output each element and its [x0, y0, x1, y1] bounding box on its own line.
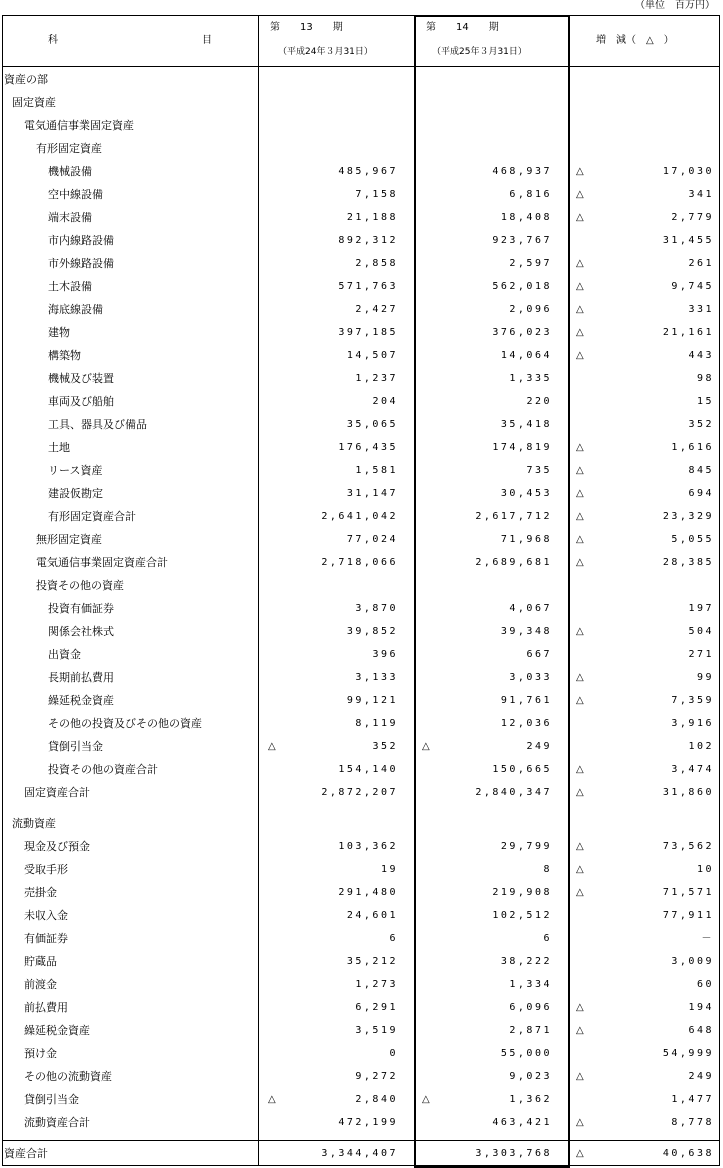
value-period-14: 29,799: [500, 841, 552, 852]
value-difference: 60: [696, 979, 714, 990]
table-row: [2, 575, 720, 598]
value-period-13: 3,870: [355, 603, 398, 614]
value-period-14: 2,689,681: [475, 557, 552, 568]
value-period-13: 176,435: [338, 442, 398, 453]
table-row: [2, 1089, 720, 1112]
value-difference: 23,329: [662, 511, 714, 522]
value-period-13: 99,121: [346, 695, 398, 706]
table-row: [2, 138, 720, 161]
value-period-13: 154,140: [338, 764, 398, 775]
row-label: 固定資産合計: [24, 786, 90, 799]
table-row: [2, 859, 720, 882]
table-row: [2, 230, 720, 253]
value-difference: 504: [688, 626, 714, 637]
total-row-border: [2, 1140, 720, 1141]
value-difference: 40,638: [662, 1148, 714, 1159]
value-period-13: 2,872,207: [321, 787, 398, 798]
value-period-14: 3,303,768: [475, 1148, 552, 1159]
row-label: 流動資産合計: [24, 1116, 90, 1129]
table-row: [2, 997, 720, 1020]
value-period-14: 14,064: [500, 350, 552, 361]
row-label: 預け金: [24, 1047, 57, 1060]
value-difference: 21,161: [662, 327, 714, 338]
row-label: 前払費用: [24, 1001, 68, 1014]
value-period-13: 9,272: [355, 1071, 398, 1082]
value-period-13: 6,291: [355, 1002, 398, 1013]
table-row: [2, 813, 720, 836]
value-period-14: 468,937: [492, 166, 552, 177]
negative-triangle-icon: △: [576, 534, 584, 545]
table-row: [2, 713, 720, 736]
value-difference: 3,916: [671, 718, 714, 729]
value-period-14: 38,222: [500, 956, 552, 967]
row-label: 海底線設備: [48, 303, 103, 316]
value-period-14: 6: [543, 933, 552, 944]
table-row: [2, 1043, 720, 1066]
table-row: [2, 299, 720, 322]
table-row: [2, 782, 720, 805]
table-row: [2, 974, 720, 997]
table-row: [2, 161, 720, 184]
row-label: 空中線設備: [48, 188, 103, 201]
value-difference: 271: [688, 649, 714, 660]
value-period-13: 1,237: [355, 373, 398, 384]
negative-triangle-icon: △: [576, 557, 584, 568]
row-label: 建物: [48, 326, 70, 339]
negative-triangle-icon: △: [576, 212, 584, 223]
row-label: 受取手形: [24, 863, 68, 876]
row-label: 資産合計: [4, 1147, 48, 1160]
negative-triangle-icon: △: [576, 488, 584, 499]
value-period-13: 0: [389, 1048, 398, 1059]
value-period-13: 14,507: [346, 350, 398, 361]
row-label: 貸倒引当金: [48, 740, 103, 753]
value-period-13: 1,581: [355, 465, 398, 476]
table-row: [2, 1112, 720, 1135]
value-difference: 5,055: [671, 534, 714, 545]
row-label: 投資その他の資産: [36, 579, 124, 592]
value-difference: 31,455: [662, 235, 714, 246]
row-label: 長期前払費用: [48, 671, 114, 684]
row-label: 土地: [48, 441, 70, 454]
value-period-14: 18,408: [500, 212, 552, 223]
value-period-14: 463,421: [492, 1117, 552, 1128]
value-period-14: 1,362: [509, 1094, 552, 1105]
header-period-13: 第 13 期: [270, 22, 343, 33]
negative-triangle-icon: △: [422, 1094, 430, 1105]
value-period-13: 2,641,042: [321, 511, 398, 522]
negative-triangle-icon: △: [576, 189, 584, 200]
value-period-14: 71,968: [500, 534, 552, 545]
value-period-14: 6,816: [509, 189, 552, 200]
table-row: [2, 437, 720, 460]
negative-triangle-icon: △: [576, 1002, 584, 1013]
negative-triangle-icon: △: [576, 327, 584, 338]
table-row: [2, 667, 720, 690]
value-difference: 648: [688, 1025, 714, 1036]
negative-triangle-icon: △: [576, 672, 584, 683]
value-period-14: 923,767: [492, 235, 552, 246]
negative-triangle-icon: △: [576, 166, 584, 177]
value-period-13: 3,344,407: [321, 1148, 398, 1159]
row-label: 固定資産: [12, 96, 56, 109]
value-difference: 54,999: [662, 1048, 714, 1059]
negative-triangle-icon: △: [576, 350, 584, 361]
value-period-14: 102,512: [492, 910, 552, 921]
value-period-14: 3,033: [509, 672, 552, 683]
table-row: [2, 322, 720, 345]
value-period-14: 735: [526, 465, 552, 476]
value-period-13: 8,119: [355, 718, 398, 729]
row-label: 市外線路設備: [48, 257, 114, 270]
negative-triangle-icon: △: [576, 626, 584, 637]
value-difference: 261: [688, 258, 714, 269]
row-label: 繰延税金資産: [24, 1024, 90, 1037]
value-period-13: 485,967: [338, 166, 398, 177]
negative-triangle-icon: △: [268, 1094, 276, 1105]
value-period-14: 2,840,347: [475, 787, 552, 798]
value-difference: 1,616: [671, 442, 714, 453]
row-label: 前渡金: [24, 978, 57, 991]
value-period-14: 9,023: [509, 1071, 552, 1082]
value-period-13: 2,718,066: [321, 557, 398, 568]
table-row: [2, 951, 720, 974]
value-period-14: 8: [543, 864, 552, 875]
header-difference: 増 減（ △ ）: [596, 35, 674, 46]
value-period-14: 2,096: [509, 304, 552, 315]
row-label: 有価証券: [24, 932, 68, 945]
value-period-14: 12,036: [500, 718, 552, 729]
table-top-border: [2, 15, 720, 16]
row-label: 貸倒引当金: [24, 1093, 79, 1106]
row-label: 貯蔵品: [24, 955, 57, 968]
value-difference: 28,385: [662, 557, 714, 568]
value-difference: －: [701, 933, 714, 944]
row-label: 車両及び船舶: [48, 395, 114, 408]
value-period-13: 35,212: [346, 956, 398, 967]
table-row: [2, 836, 720, 859]
value-difference: 3,009: [671, 956, 714, 967]
table-row: [2, 460, 720, 483]
value-period-13: 1,273: [355, 979, 398, 990]
value-period-13: 24,601: [346, 910, 398, 921]
table-row: [2, 115, 720, 138]
negative-triangle-icon: △: [576, 442, 584, 453]
row-label: 電気通信事業固定資産: [24, 119, 134, 132]
negative-triangle-icon: △: [576, 258, 584, 269]
value-difference: 341: [688, 189, 714, 200]
row-label: 繰延税金資産: [48, 694, 114, 707]
value-period-14: 249: [526, 741, 552, 752]
value-period-14: 91,761: [500, 695, 552, 706]
row-label: 投資有価証券: [48, 602, 114, 615]
table-row: [2, 414, 720, 437]
negative-triangle-icon: △: [576, 887, 584, 898]
row-label: 土木設備: [48, 280, 92, 293]
negative-triangle-icon: △: [576, 465, 584, 476]
negative-triangle-icon: △: [576, 841, 584, 852]
value-difference: 9,745: [671, 281, 714, 292]
row-label: 有形固定資産: [36, 142, 102, 155]
value-period-13: 397,185: [338, 327, 398, 338]
value-period-14: 150,665: [492, 764, 552, 775]
value-period-13: 39,852: [346, 626, 398, 637]
value-difference: 194: [688, 1002, 714, 1013]
unit-note: （単位 百万円）: [635, 0, 715, 11]
value-period-13: 204: [372, 396, 398, 407]
table-row: [2, 391, 720, 414]
row-label: 未収入金: [24, 909, 68, 922]
value-difference: 17,030: [662, 166, 714, 177]
row-label: 現金及び預金: [24, 840, 90, 853]
value-difference: 1,477: [671, 1094, 714, 1105]
negative-triangle-icon: △: [576, 1071, 584, 1082]
row-label: 市内線路設備: [48, 234, 114, 247]
negative-triangle-icon: △: [268, 741, 276, 752]
table-row: [2, 905, 720, 928]
value-period-14: 667: [526, 649, 552, 660]
negative-triangle-icon: △: [422, 741, 430, 752]
row-label: 投資その他の資産合計: [48, 763, 158, 776]
negative-triangle-icon: △: [576, 864, 584, 875]
table-row: [2, 598, 720, 621]
value-period-14: 219,908: [492, 887, 552, 898]
value-period-13: 352: [372, 741, 398, 752]
value-period-13: 2,840: [355, 1094, 398, 1105]
value-difference: 8,778: [671, 1117, 714, 1128]
table-row: [2, 882, 720, 905]
row-label: 流動資産: [12, 817, 56, 830]
row-label: その他の投資及びその他の資産: [48, 717, 202, 730]
value-period-13: 6: [389, 933, 398, 944]
row-label: 無形固定資産: [36, 533, 102, 546]
value-period-13: 396: [372, 649, 398, 660]
value-period-14: 2,871: [509, 1025, 552, 1036]
table-row: [2, 92, 720, 115]
value-difference: 7,359: [671, 695, 714, 706]
value-period-14: 39,348: [500, 626, 552, 637]
value-difference: 2,779: [671, 212, 714, 223]
value-difference: 249: [688, 1071, 714, 1082]
value-difference: 99: [696, 672, 714, 683]
value-period-14: 2,617,712: [475, 511, 552, 522]
table-row: [2, 644, 720, 667]
table-row: [2, 506, 720, 529]
table-row: [2, 368, 720, 391]
value-difference: 15: [696, 396, 714, 407]
row-label: 売掛金: [24, 886, 57, 899]
value-period-13: 3,519: [355, 1025, 398, 1036]
value-period-13: 19: [380, 864, 398, 875]
table-row: [2, 736, 720, 759]
value-period-14: 35,418: [500, 419, 552, 430]
value-difference: 352: [688, 419, 714, 430]
table-row: [2, 621, 720, 644]
table-row: [2, 276, 720, 299]
value-difference: 31,860: [662, 787, 714, 798]
row-label: その他の流動資産: [24, 1070, 112, 1083]
value-period-13: 291,480: [338, 887, 398, 898]
value-difference: 3,474: [671, 764, 714, 775]
table-row: [2, 552, 720, 575]
value-period-14: 2,597: [509, 258, 552, 269]
table-row: [2, 184, 720, 207]
value-period-14: 4,067: [509, 603, 552, 614]
negative-triangle-icon: △: [576, 764, 584, 775]
value-difference: 98: [696, 373, 714, 384]
row-label: 電気通信事業固定資産合計: [36, 556, 168, 569]
value-period-13: 2,858: [355, 258, 398, 269]
value-difference: 77,911: [662, 910, 714, 921]
negative-triangle-icon: △: [576, 1117, 584, 1128]
table-row: [2, 1020, 720, 1043]
row-label: 関係会社株式: [48, 625, 114, 638]
value-difference: 694: [688, 488, 714, 499]
table-row: [2, 253, 720, 276]
value-period-13: 2,427: [355, 304, 398, 315]
header-bottom-border: [2, 66, 720, 67]
header-period-14: 第 14 期: [426, 22, 499, 33]
row-label: 工具、器具及び備品: [48, 418, 147, 431]
row-label: 端末設備: [48, 211, 92, 224]
value-period-13: 892,312: [338, 235, 398, 246]
table-row: [2, 345, 720, 368]
negative-triangle-icon: △: [576, 1148, 584, 1159]
negative-triangle-icon: △: [576, 511, 584, 522]
negative-triangle-icon: △: [576, 1025, 584, 1036]
value-difference: 102: [688, 741, 714, 752]
value-period-14: 55,000: [500, 1048, 552, 1059]
value-difference: 331: [688, 304, 714, 315]
value-period-13: 103,362: [338, 841, 398, 852]
row-label: 有形固定資産合計: [48, 510, 136, 523]
negative-triangle-icon: △: [576, 304, 584, 315]
value-difference: 73,562: [662, 841, 714, 852]
table-row: [2, 759, 720, 782]
table-row: [2, 69, 720, 92]
negative-triangle-icon: △: [576, 787, 584, 798]
row-label: 機械及び装置: [48, 372, 114, 385]
table-row: [2, 483, 720, 506]
table-row: [2, 207, 720, 230]
value-period-13: 21,188: [346, 212, 398, 223]
value-period-14: 220: [526, 396, 552, 407]
value-period-14: 174,819: [492, 442, 552, 453]
row-label: 資産の部: [4, 73, 48, 86]
value-period-13: 35,065: [346, 419, 398, 430]
value-period-14: 1,334: [509, 979, 552, 990]
value-period-14: 376,023: [492, 327, 552, 338]
value-period-14: 1,335: [509, 373, 552, 384]
header-item-left: 科: [48, 35, 58, 46]
value-period-14: 30,453: [500, 488, 552, 499]
table-row: [2, 1143, 720, 1166]
value-period-13: 3,133: [355, 672, 398, 683]
balance-sheet-table: [2, 15, 720, 1166]
value-period-13: 472,199: [338, 1117, 398, 1128]
row-label: 建設仮勘定: [48, 487, 103, 500]
value-difference: 197: [688, 603, 714, 614]
value-difference: 71,571: [662, 887, 714, 898]
value-period-13: 77,024: [346, 534, 398, 545]
value-difference: 443: [688, 350, 714, 361]
value-difference: 845: [688, 465, 714, 476]
negative-triangle-icon: △: [576, 281, 584, 292]
row-label: 構築物: [48, 349, 81, 362]
header-period-13-date: （平成24年３月31日）: [278, 47, 373, 57]
header-period-14-date: （平成25年３月31日）: [432, 47, 527, 57]
value-period-13: 7,158: [355, 189, 398, 200]
table-row: [2, 1066, 720, 1089]
table-row: [2, 928, 720, 951]
value-difference: 10: [696, 864, 714, 875]
table-row: [2, 529, 720, 552]
value-period-14: 6,096: [509, 1002, 552, 1013]
row-label: リース資産: [48, 464, 103, 477]
row-label: 出資金: [48, 648, 81, 661]
negative-triangle-icon: △: [576, 695, 584, 706]
value-period-13: 571,763: [338, 281, 398, 292]
table-row: [2, 690, 720, 713]
row-label: 機械設備: [48, 165, 92, 178]
header-item-right: 目: [202, 35, 212, 46]
value-period-14: 562,018: [492, 281, 552, 292]
value-period-13: 31,147: [346, 488, 398, 499]
